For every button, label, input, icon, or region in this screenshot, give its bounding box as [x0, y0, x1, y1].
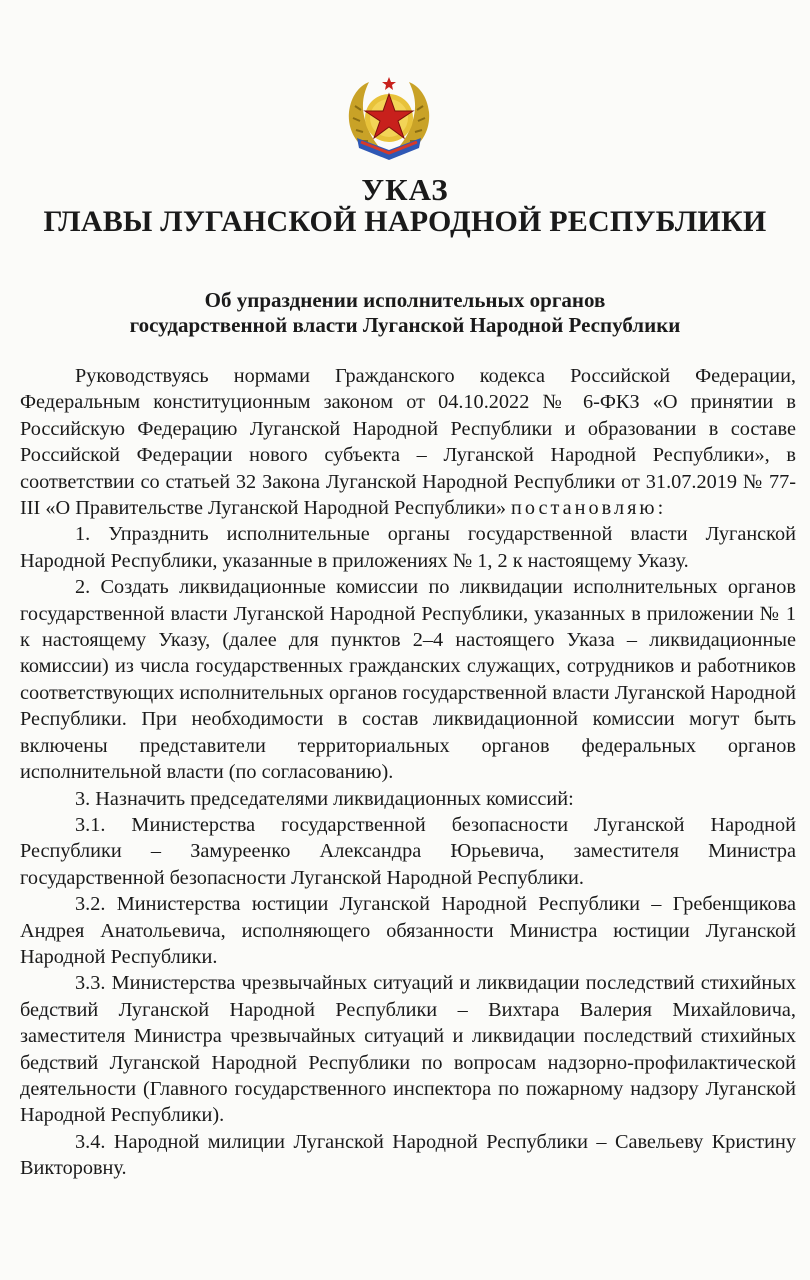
coat-of-arms-emblem	[343, 76, 435, 162]
subject-line-2: государственной власти Луганской Народной Республики	[129, 313, 681, 337]
clause-3-3: 3.3. Министерства чрезвычайных ситуаций и ликвидации последствий стихийных бедствий Луганской Народной Республики – Вихтара Валерия Михайловича, заместителя Министра чрезвычайных ситуаций и ликвидации последствий стихийных бедствий Луганской Народной Республики по вопросам надзорно-профилактической деятельности (Главного государственного инспектора по пожарному надзору Луганской Народной Республики).	[20, 972, 796, 1127]
clause-3-2: 3.2. Министерства юстиции Луганской Народной Республики – Гребенщикова Андрея Анатольевича, исполняющего обязанности Министра юстиции Луганской Народной Республики.	[20, 893, 796, 968]
clause-3-1: 3.1. Министерства государственной безопасности Луганской Народной Республики – Замуреенко Александра Юрьевича, заместителя Министра государственной безопасности Луганской Народной Республики.	[20, 813, 796, 889]
clause-2: 2. Создать ликвидационные комиссии по ликвидации исполнительных органов государственной власти Луганской Народной Республики, указанных в приложении № 1 к настоящему Указу, (далее для пунктов 2–4 настоящего Указа – ликвидационные комиссии) из числа государственных гражданских служащих, сотрудников и работников соответствующих исполнительных органов государственной власти Луганской Народной Республики. При необходимости в состав ликвидационной комиссии могут быть включены представители территориальных органов федеральных органов исполнительной власти (по согласованию).	[20, 576, 796, 784]
clause-1: 1. Упразднить исполнительные органы государственной власти Луганской Народной Республики, указанные в приложениях № 1, 2 к настоящему Указу.	[20, 523, 796, 572]
clause-3: 3. Назначить председателями ликвидационных комиссий:	[75, 787, 574, 810]
preamble-text: Руководствуясь нормами Гражданского кодекса Российской Федерации, Федеральным конституционным законом от 04.10.2022 № 6-ФКЗ «О принятии в Российскую Федерацию Луганской Народной Республики и образовании в составе Российской Федерации нового субъекта – Луганской Народной Республики», в соответствии со статьей 32 Закона Луганской Народной Республики от 31.07.2019 № 77-III «О Правительстве Луганской Народной Республики»	[20, 365, 796, 520]
document-body	[20, 363, 796, 1182]
subject-line-1: Об упразднении исполнительных органов	[204, 288, 606, 312]
clause-3-4: 3.4. Народной милиции Луганской Народной Республики – Савельеву Кристину Викторовну.	[20, 1130, 796, 1180]
preamble-paragraph	[20, 363, 796, 521]
decree-word: постановляю:	[511, 497, 667, 520]
document-title: УКАЗ	[361, 172, 449, 207]
document-issuer: ГЛАВЫ ЛУГАНСКОЙ НАРОДНОЙ РЕСПУБЛИКИ	[43, 205, 767, 238]
